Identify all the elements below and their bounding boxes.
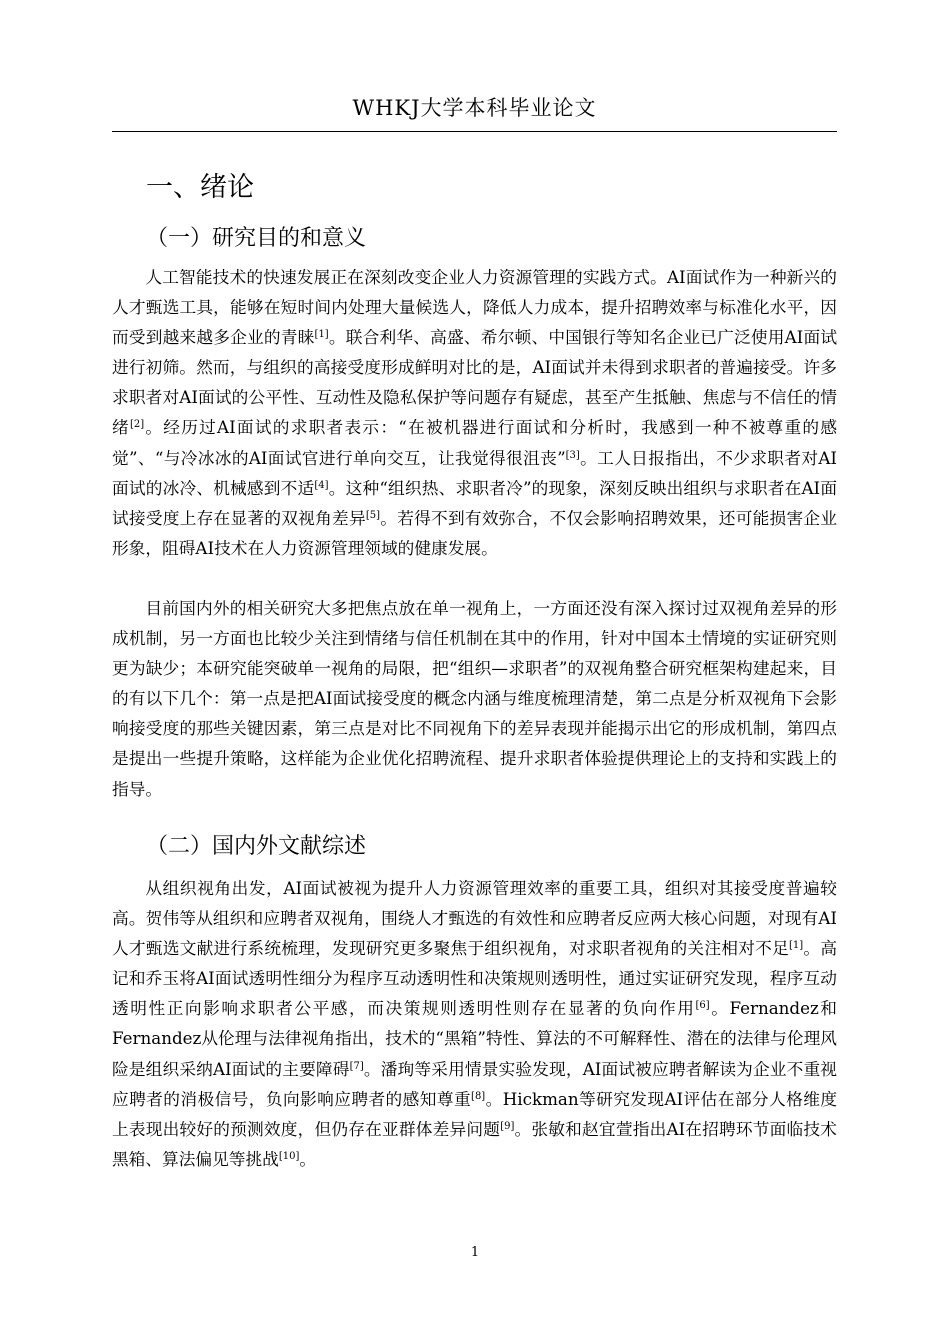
page-number: 1 — [470, 1245, 480, 1260]
citation-marker: [8] — [471, 1090, 486, 1102]
paragraph-text: 。高记和乔玉将AI面试透明性细分为程序互动透明性和决策规则透明性，通过实证研究发现，程序互动透明性正向影响求职者公平感，而决策规则透明性则存在显著的负向作用 — [112, 938, 838, 1019]
citation-marker: [2] — [129, 419, 145, 431]
paragraph-text: 。 — [299, 1148, 317, 1169]
paragraph-text: 目前国内外的相关研究大多把焦点放在单一视角上，一方面还没有深入探讨过双视角差异的形成机制，另一方面也比较少关注到情绪与信任机制在其中的作用，针对中国本土情境的实证研究则更为缺少；本研究能突破单一视角的局限，把“组织—求职者”的双视角整合研究框架构建起来，目的有以下几个：第一点是把AI面试接受度的概念内涵与维度梳理清楚，第二点是分析双视角下会影响接受度的那些关键因素，第三点是对比不同视角下的差异表现并能揭示出它的形成机制，第四点是提出一些提升策略，这样能为企业优化招聘流程、提升求职者体验提供理论上的支持和实践上的指导。 — [112, 598, 837, 799]
paragraph — [112, 593, 837, 804]
citation-marker: [5] — [365, 509, 381, 521]
paragraph-text: 。这种“组织热、求职者冷”的现象，深刻反映出组织与求职者在AI面试接受度上存在显著的双视角差异 — [112, 477, 838, 528]
citation-marker: [4] — [314, 479, 329, 491]
citation-marker: [9] — [500, 1120, 515, 1132]
section-title-purpose: （一）研究目的和意义 — [146, 226, 367, 251]
citation-marker: [10] — [278, 1150, 300, 1162]
paragraph-text: 从组织视角出发，AI面试被视为提升人力资源管理效率的重要工具，组织对其接受度普遍较高。贺伟等从组织和应聘者双视角，围绕人才甄选的有效性和应聘者反应两大核心问题，对现有AI人才甄选文献进行系统梳理，发现研究更多聚焦于组织视角，对求职者视角的关注相对不足 — [112, 878, 837, 959]
section-title-literature-review: （二）国内外文献综述 — [146, 834, 367, 859]
paragraph-text: 人工智能技术的快速发展正在深刻改变企业人力资源管理的实践方式。AI面试作为一种新兴的人才甄选工具，能够在短时间内处理大量候选人，降低人力成本，提升招聘效率与标准化水平，因而受到越来越多企业的青睐 — [112, 267, 837, 348]
paragraph-text: 。Hickman等研究发现AI评估在部分人格维度上表现出较好的预测效度，但仍存在亚群体差异问题 — [112, 1088, 838, 1139]
paragraph-text: 。联合利华、高盛、希尔顿、中国银行等知名企业已广泛使用AI面试进行初筛。然而，与组织的高接受度形成鲜明对比的是，AI面试并未得到求职者的普遍接受。许多求职者对AI面试的公平性、互动性及隐私保护等问题存有疑虑，甚至产生抵触、焦虑与不信任的情绪 — [112, 327, 838, 438]
citation-marker: [1] — [788, 940, 804, 952]
paragraph — [112, 262, 837, 563]
paragraph-text: 。Fernandez和Fernandez从伦理与法律视角指出，技术的“黑箱”特性、算法的不可解释性、潜在的法律与伦理风险是组织采纳AI面试的主要障碍 — [112, 998, 837, 1079]
citation-marker: [6] — [695, 1000, 710, 1012]
chapter-title: 一、绪论 — [146, 172, 254, 203]
citation-marker: [1] — [314, 329, 329, 341]
paragraph — [112, 873, 837, 1174]
paragraph-text: 。张敏和赵宜萱指出AI在招聘环节面临技术黑箱、算法偏见等挑战 — [112, 1118, 837, 1169]
paragraph-text: 。潘珣等采用情景实验发现，AI面试被应聘者解读为企业不重视应聘者的消极信号，负向影响应聘者的感知尊重 — [112, 1058, 837, 1109]
paragraph-text: 。经历过AI面试的求职者表示：“在被机器进行面试和分析时，我感到一种不被尊重的感觉”、“与冷冰冰的AI面试官进行单向交互，让我觉得很沮丧” — [112, 417, 838, 468]
header-divider — [112, 131, 837, 132]
citation-marker: [3] — [565, 449, 580, 461]
paragraph-text: 。工人日报指出，不少求职者对AI面试的冰冷、机械感到不适 — [112, 447, 837, 498]
citation-marker: [7] — [349, 1060, 364, 1072]
paragraph-text: 。若得不到有效弥合，不仅会影响招聘效果，还可能损害企业形象，阻碍AI技术在人力资源管理领域的健康发展。 — [112, 507, 838, 558]
running-header: WHKJ大学本科毕业论文 — [352, 96, 597, 120]
